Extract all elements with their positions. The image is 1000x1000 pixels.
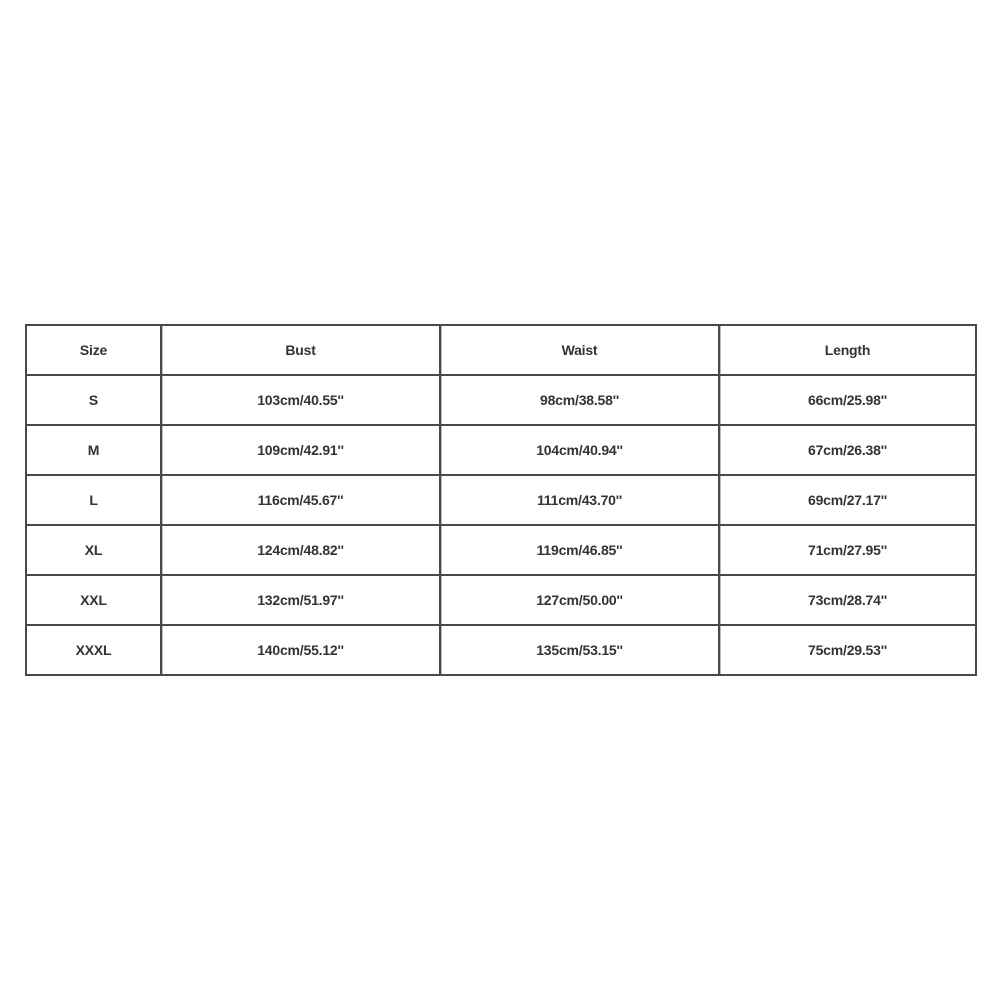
cell-length: 66cm/25.98'' bbox=[720, 376, 977, 426]
table-row bbox=[27, 576, 977, 626]
cell-length: 73cm/28.74'' bbox=[720, 576, 977, 626]
cell-bust: 116cm/45.67'' bbox=[162, 476, 441, 526]
cell-waist: 135cm/53.15'' bbox=[441, 626, 720, 676]
cell-size: XXL bbox=[27, 576, 162, 626]
cell-size: M bbox=[27, 426, 162, 476]
cell-waist: 119cm/46.85'' bbox=[441, 526, 720, 576]
table-row bbox=[27, 626, 977, 676]
table-header-row bbox=[27, 326, 977, 376]
cell-bust: 132cm/51.97'' bbox=[162, 576, 441, 626]
header-bust: Bust bbox=[162, 326, 441, 376]
cell-waist: 127cm/50.00'' bbox=[441, 576, 720, 626]
table-row bbox=[27, 426, 977, 476]
cell-length: 71cm/27.95'' bbox=[720, 526, 977, 576]
size-chart-table bbox=[25, 324, 977, 676]
cell-length: 69cm/27.17'' bbox=[720, 476, 977, 526]
cell-bust: 109cm/42.91'' bbox=[162, 426, 441, 476]
header-waist: Waist bbox=[441, 326, 720, 376]
cell-bust: 140cm/55.12'' bbox=[162, 626, 441, 676]
header-length: Length bbox=[720, 326, 977, 376]
cell-length: 75cm/29.53'' bbox=[720, 626, 977, 676]
table-row bbox=[27, 476, 977, 526]
cell-waist: 98cm/38.58'' bbox=[441, 376, 720, 426]
cell-size: XL bbox=[27, 526, 162, 576]
cell-size: XXXL bbox=[27, 626, 162, 676]
cell-bust: 124cm/48.82'' bbox=[162, 526, 441, 576]
header-size: Size bbox=[27, 326, 162, 376]
cell-waist: 104cm/40.94'' bbox=[441, 426, 720, 476]
table-row bbox=[27, 526, 977, 576]
cell-length: 67cm/26.38'' bbox=[720, 426, 977, 476]
cell-bust: 103cm/40.55'' bbox=[162, 376, 441, 426]
cell-size: L bbox=[27, 476, 162, 526]
cell-size: S bbox=[27, 376, 162, 426]
cell-waist: 111cm/43.70'' bbox=[441, 476, 720, 526]
table-row bbox=[27, 376, 977, 426]
